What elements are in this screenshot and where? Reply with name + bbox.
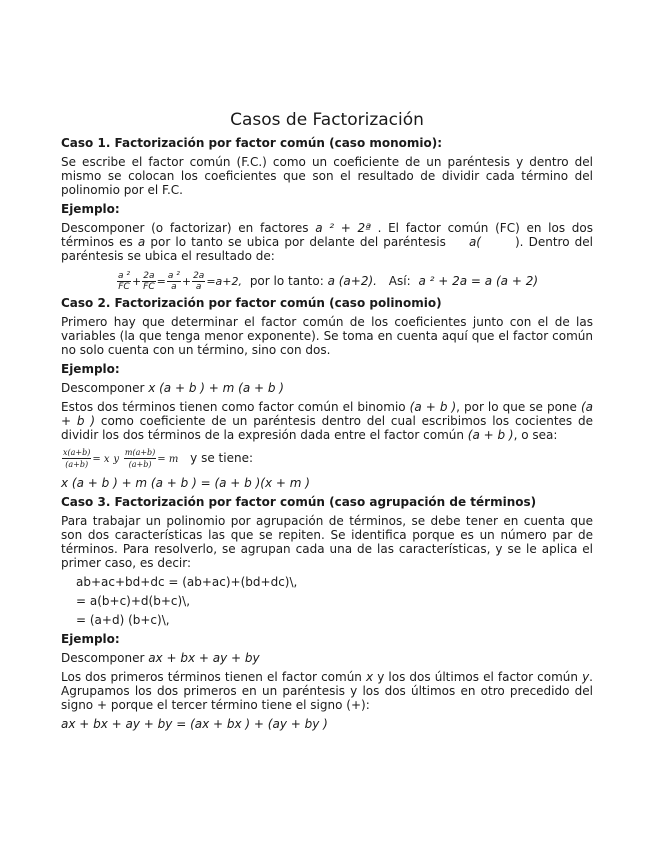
- case3-p2-t2: y los dos últimos el factor común: [373, 670, 583, 684]
- case1-frac-3: $\frac{\text{a ²}}{a}$: [167, 271, 180, 292]
- case1-equals: =: [156, 275, 166, 288]
- case3-p2-m2: y: [582, 670, 590, 684]
- case1-ex-t3: por lo tanto se ubica por delante del paréntesis: [145, 235, 451, 249]
- case3-p2-t3: . Agrupamos los dos primeros en un paréntesis y los dos últimos en otro precedido del signo + porque el tercer término tiene el signo (+):: [61, 670, 593, 712]
- case1-frac-2: $\frac{2a}{FC}$: [143, 271, 155, 292]
- case3-line-3: = (a+d) (b+c)\,: [76, 613, 170, 627]
- case3-explanation: [61, 670, 593, 712]
- case1-ex-m2: a: [137, 235, 146, 249]
- case2-heading: Caso 2. Factorización por factor común (caso polinomio): [61, 296, 442, 310]
- case1-heading: Caso 1. Factorización por factor común (caso monomio):: [61, 136, 443, 150]
- case2-description: Primero hay que determinar el factor común de los coeficientes junto con el de las variables (la que tenga menor exponente). Se toma en cuenta aquí que el factor común no solo cuenta con un término, sino con dos.: [61, 315, 593, 357]
- document-page: [61, 110, 593, 736]
- case3-p2-m1: x: [366, 670, 374, 684]
- case2-result: x (a + b ) + m (a + b ) = (a + b )(x + m ): [61, 476, 310, 490]
- case2-formula: [61, 447, 593, 470]
- case1-example-label: Ejemplo:: [61, 202, 120, 216]
- case1-conclusion-math: a (a+2).: [327, 274, 377, 288]
- case2-ex-text: Descomponer: [61, 381, 149, 395]
- page-title: Casos de Factorización: [230, 110, 424, 130]
- case1-ex-m3: a(: [468, 235, 481, 249]
- case1-plus-2: +: [181, 275, 192, 288]
- case2-p2-t4: , o sea:: [513, 428, 558, 442]
- case2-explanation: [61, 400, 593, 442]
- case3-heading: Caso 3. Factorización por factor común (caso agrupación de términos): [61, 495, 537, 509]
- case2-frac-2: $\frac{m(a+b)}{(a+b)}$: [124, 448, 156, 469]
- case1-frac-4: $\frac{2a}{a}$: [193, 271, 205, 292]
- case1-final-identity: a ² + 2a = a (a + 2): [418, 274, 539, 288]
- case3-ex-text: Descomponer: [61, 651, 149, 665]
- case1-description: Se escribe el factor común (F.C.) como un coeficiente de un paréntesis y dentro del mismo se colocan los coeficientes que son el resultado de dividir cada término del polinomio por el F.C.: [61, 155, 593, 197]
- case1-formula: [61, 271, 593, 292]
- case2-frac-1: $\frac{x(a+b)}{(a+b)}$: [63, 448, 91, 469]
- case2-p2-t1: Estos dos términos tienen como factor común el binomio: [61, 400, 410, 414]
- case3-ex-math: ax + bx + ay + by: [148, 651, 260, 665]
- case1-plus-1: +: [131, 275, 142, 288]
- case3-p2-t1: Los dos primeros términos tienen el factor común: [61, 670, 366, 684]
- case2-p2-t2: , por lo que se pone: [456, 400, 581, 414]
- case2-p2-m2: (a + b ): [61, 400, 593, 428]
- case1-ex-t4: ). Dentro del paréntesis se ubica el resultado de:: [61, 235, 593, 263]
- case2-p2-m3: (a + b ): [467, 428, 514, 442]
- case2-ex-math: x (a + b ) + m (a + b ): [148, 381, 284, 395]
- case1-example-text: [61, 221, 593, 263]
- case2-example-label: Ejemplo:: [61, 362, 120, 376]
- case1-frac-1: $\frac{\text{a ²}}{FC}$: [117, 271, 130, 292]
- case1-ex-t1: Descomponer (o factorizar) en factores: [61, 221, 316, 235]
- case1-ex-m1: a ² + 2ª: [315, 221, 371, 235]
- case1-ex-t2: . El factor común (FC) en los dos términos es: [61, 221, 594, 249]
- case2-result-2: = m: [157, 454, 179, 465]
- case3-result: ax + bx + ay + by = (ax + bx ) + (ay + by ): [61, 717, 328, 731]
- case2-formula-tail: y se tiene:: [190, 451, 253, 465]
- case3-line-2: = a(b+c)+d(b+c)\,: [76, 594, 191, 608]
- case2-y-word: y: [113, 454, 120, 465]
- case2-result-1: = x: [92, 454, 110, 465]
- case2-p2-t3: como coeficiente de un paréntesis dentro del cual escribimos los cocientes de dividir los dos términos de la expresión dada entre el factor común: [61, 414, 593, 442]
- case2-p2-m1: (a + b ): [409, 400, 457, 414]
- case2-example-text: [61, 381, 593, 395]
- case1-asi: Así:: [388, 274, 411, 288]
- case3-example-label: Ejemplo:: [61, 632, 120, 646]
- case1-conclusion-text: por lo tanto:: [249, 274, 328, 288]
- case1-formula-tail: =a+2,: [206, 275, 242, 288]
- case3-example-text: [61, 651, 593, 665]
- case3-line-1: ab+ac+bd+dc = (ab+ac)+(bd+dc)\,: [76, 575, 298, 589]
- case3-description: Para trabajar un polinomio por agrupación de términos, se debe tener en cuenta que son dos características las que se repiten. Se identifica porque es un número par de términos. Para resolverlo, se agrupan cada una de las características, y se le aplica el primer caso, es decir:: [61, 514, 593, 570]
